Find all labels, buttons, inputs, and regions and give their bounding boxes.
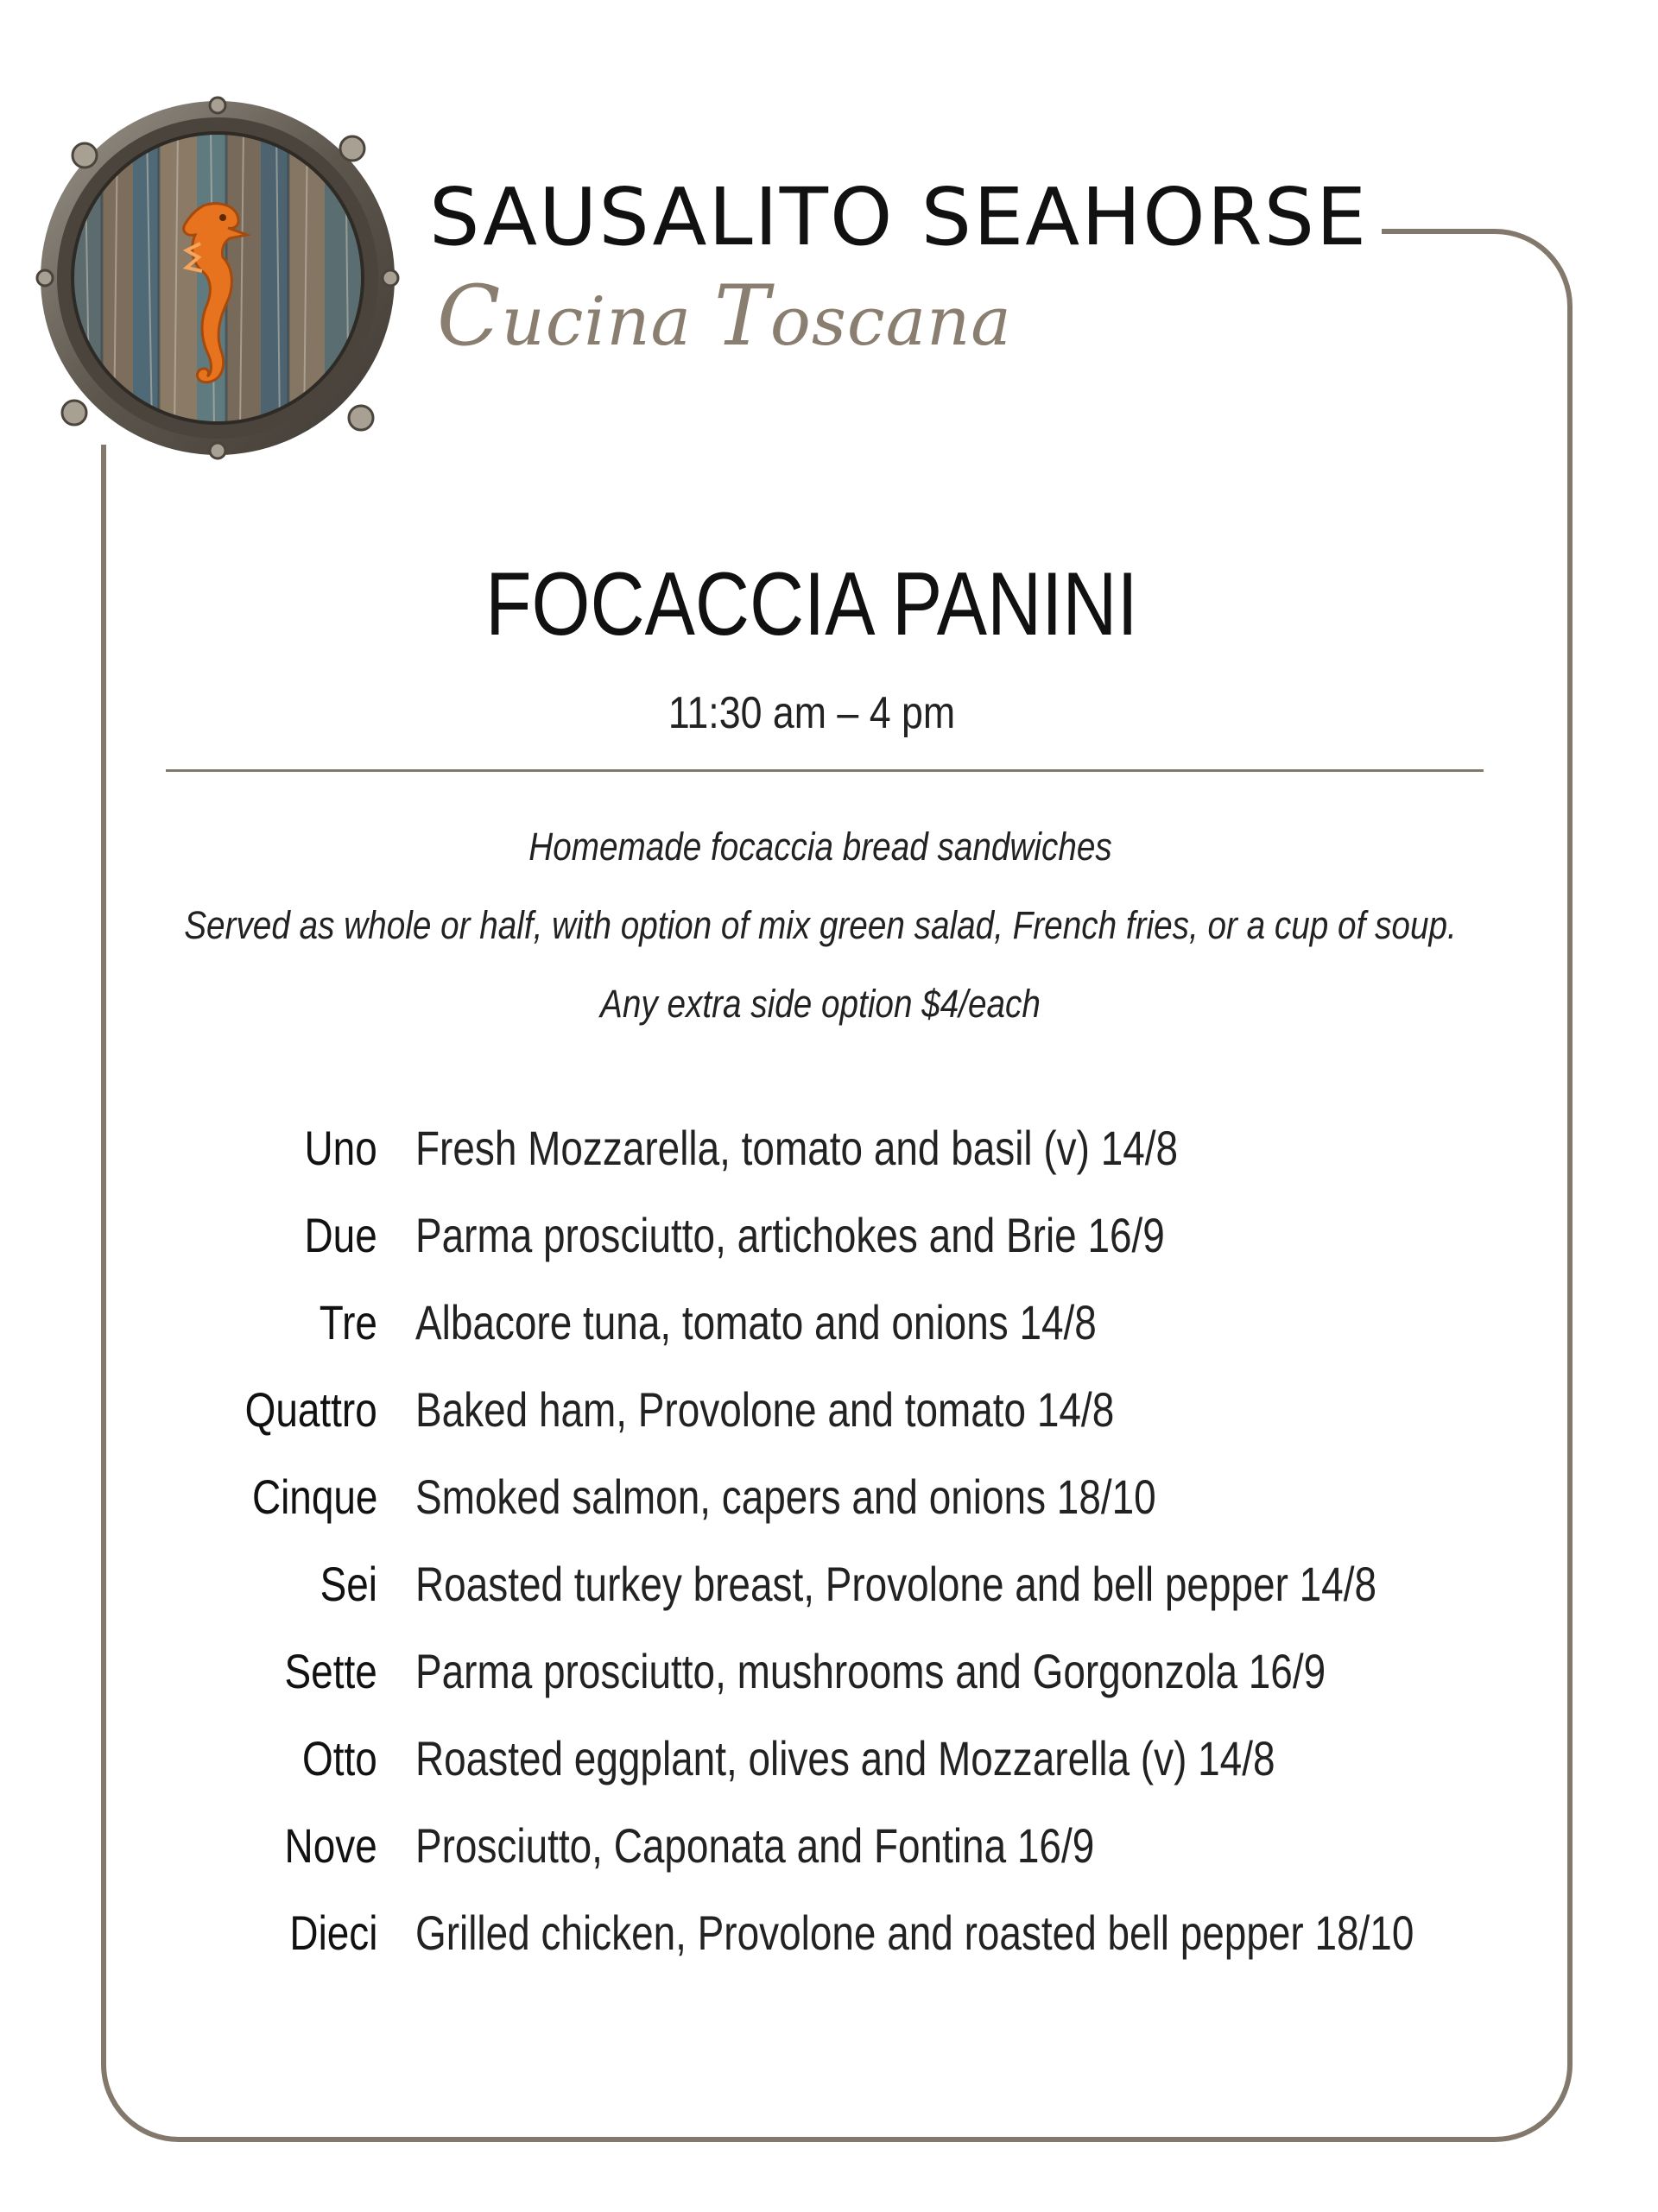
brand-subtitle-cap: C <box>437 268 502 364</box>
menu-item-description: Smoked salmon, capers and onions 18/10 <box>415 1469 1156 1524</box>
menu-item <box>0 1208 1658 1272</box>
menu-item <box>0 1557 1658 1621</box>
section-divider <box>166 769 1484 772</box>
brand-subtitle-word: ucina <box>501 283 714 361</box>
section-hours: 11:30 am – 4 pm <box>668 688 956 738</box>
menu-item <box>0 1644 1658 1708</box>
menu-item-description: Baked ham, Provolone and tomato 14/8 <box>415 1382 1115 1437</box>
menu-item-number: Uno <box>304 1121 377 1175</box>
menu-item-description: Grilled chicken, Provolone and roasted bell pepper 18/10 <box>415 1905 1414 1960</box>
menu-item-description: Fresh Mozzarella, tomato and basil (v) 14/8 <box>415 1121 1179 1175</box>
menu-item-description: Parma prosciutto, mushrooms and Gorgonzola 16/9 <box>415 1644 1326 1698</box>
menu-item-description: Roasted turkey breast, Provolone and bell pepper 14/8 <box>415 1557 1377 1611</box>
menu-item <box>0 1295 1658 1359</box>
brand-subtitle-word: oscana <box>769 283 1012 361</box>
menu-item-description: Parma prosciutto, artichokes and Brie 16/9 <box>415 1208 1165 1262</box>
menu-item-description: Prosciutto, Caponata and Fontina 16/9 <box>415 1818 1095 1873</box>
section-title: FOCACCIA PANINI <box>485 554 1138 654</box>
menu-item-number: Sei <box>320 1557 377 1611</box>
menu-item-number: Sette <box>284 1644 377 1698</box>
menu-item-number: Otto <box>302 1731 377 1785</box>
menu-item <box>0 1731 1658 1795</box>
menu-item-number: Cinque <box>251 1469 377 1524</box>
note-line: Served as whole or half, with option of mix green salad, French fries, or a cup of soup. <box>184 903 1457 947</box>
menu-item-description: Roasted eggplant, olives and Mozzarella (v) 14/8 <box>415 1731 1275 1785</box>
menu-item <box>0 1121 1658 1185</box>
brand-subtitle-cap: T <box>713 268 770 364</box>
seahorse-porthole-icon <box>33 93 402 463</box>
menu-item-number: Tre <box>319 1295 377 1349</box>
brand-name: SAUSALITO SEAHORSE <box>429 171 1369 263</box>
brand-subtitle <box>437 268 1012 364</box>
menu-item <box>0 1905 1658 1969</box>
menu-item <box>0 1382 1658 1446</box>
menu-item <box>0 1818 1658 1882</box>
note-line: Any extra side option $4/each <box>600 982 1041 1026</box>
note-line: Homemade focaccia bread sandwiches <box>528 825 1112 869</box>
menu-item-number: Nove <box>284 1818 377 1873</box>
menu-item-description: Albacore tuna, tomato and onions 14/8 <box>415 1295 1097 1349</box>
menu-item-number: Dieci <box>288 1905 377 1960</box>
menu-item-number: Due <box>304 1208 377 1262</box>
menu-item <box>0 1469 1658 1533</box>
menu-item-number: Quattro <box>244 1382 377 1437</box>
